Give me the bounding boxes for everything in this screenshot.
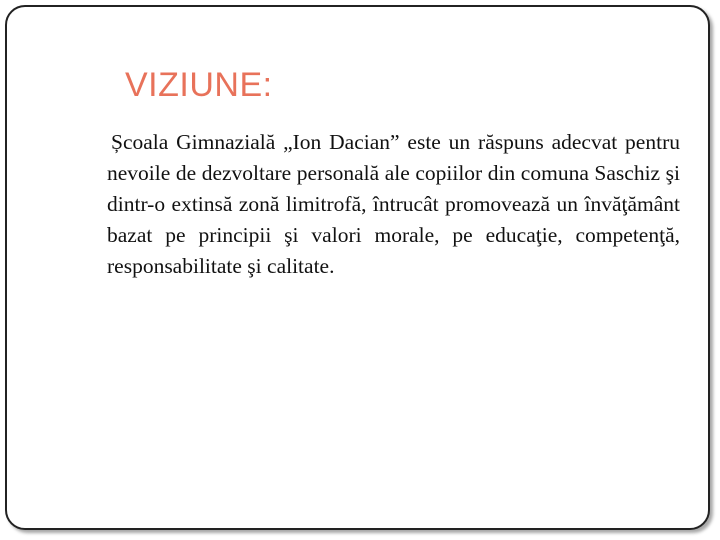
vision-paragraph: Școala Gimnazială „Ion Dacian” este un răspuns adecvat pentru nevoile de dezvoltare personală ale copiilor din comuna Saschiz şi dintr-o extinsă zonă limitrofă, întrucât promovează un învăţământ bazat pe principii şi valori morale, pe educaţie, competenţă, responsabilitate şi calitate. bbox=[107, 130, 680, 278]
slide-frame bbox=[5, 5, 710, 530]
slide-title: VIZIUNE: bbox=[125, 66, 273, 104]
